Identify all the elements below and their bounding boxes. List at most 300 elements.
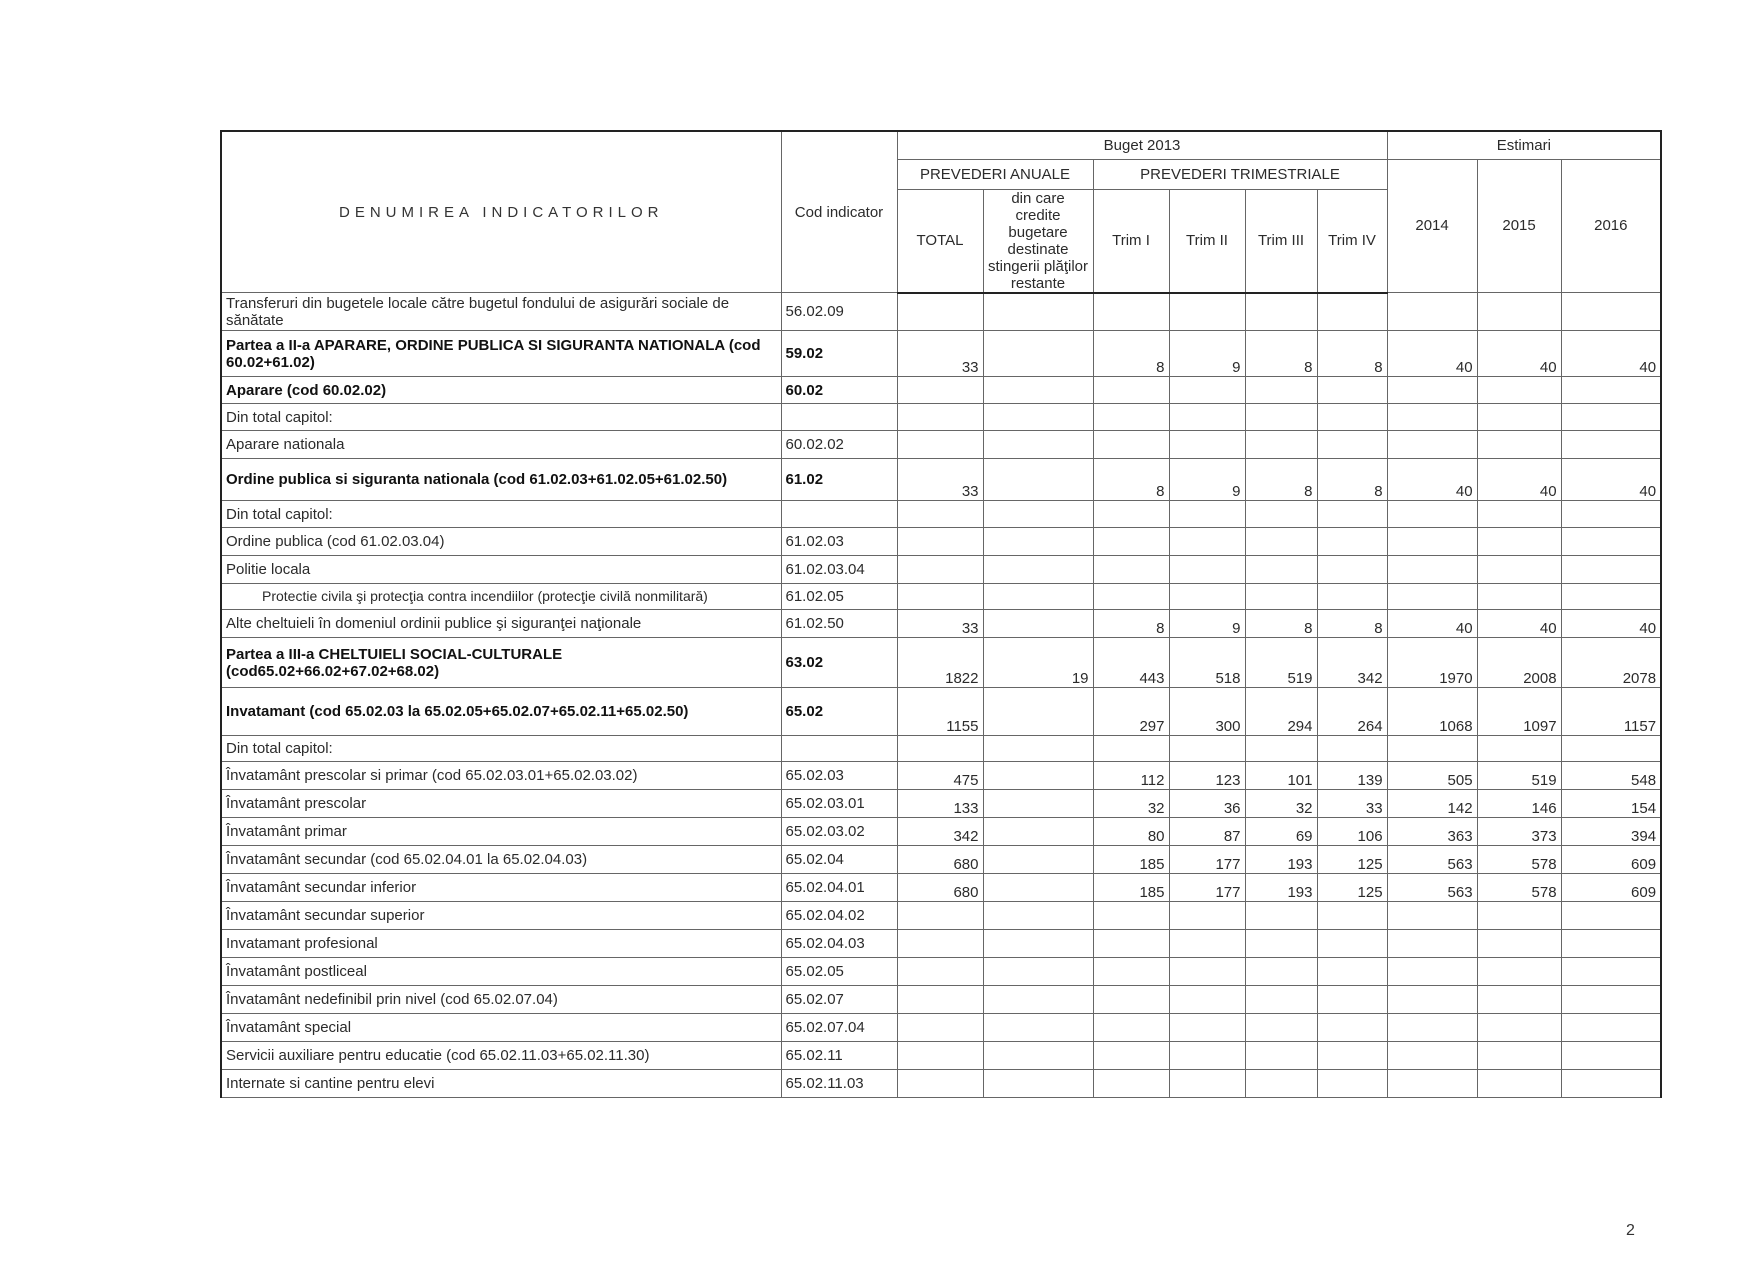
cell-total: 1155: [897, 688, 983, 736]
indicator-code: [781, 501, 897, 528]
cell-2015: [1477, 377, 1561, 404]
cell-2014: 363: [1387, 818, 1477, 846]
table-row: [221, 431, 1661, 459]
cell-trim-2: 123: [1169, 762, 1245, 790]
cell-total: [897, 293, 983, 331]
cell-total: 133: [897, 790, 983, 818]
cell-2015: 578: [1477, 874, 1561, 902]
indicator-code: 61.02: [781, 459, 897, 501]
cell-total: [897, 930, 983, 958]
cell-trim-4: [1317, 1070, 1387, 1098]
cell-total: [897, 986, 983, 1014]
indicator-code: [781, 404, 897, 431]
table-row: [221, 501, 1661, 528]
cell-2016: [1561, 1070, 1661, 1098]
cell-credite: [983, 874, 1093, 902]
cell-trim-3: [1245, 1014, 1317, 1042]
cell-2016: [1561, 556, 1661, 584]
cell-trim-4: [1317, 501, 1387, 528]
cell-trim-2: [1169, 902, 1245, 930]
cell-trim-1: [1093, 1014, 1169, 1042]
indicator-code: 61.02.03.04: [781, 556, 897, 584]
cell-trim-1: [1093, 584, 1169, 610]
cell-credite: [983, 331, 1093, 377]
table-row: [221, 790, 1661, 818]
table-row: [221, 930, 1661, 958]
cell-trim-3: [1245, 404, 1317, 431]
indicator-name: Servicii auxiliare pentru educatie (cod 65.02.11.03+65.02.11.30): [221, 1042, 781, 1070]
cell-trim-1: 185: [1093, 846, 1169, 874]
cell-credite: [983, 293, 1093, 331]
cell-2015: [1477, 1014, 1561, 1042]
cell-2014: [1387, 958, 1477, 986]
table-row: [221, 584, 1661, 610]
cell-total: [897, 431, 983, 459]
table-row: [221, 986, 1661, 1014]
cell-trim-3: 8: [1245, 610, 1317, 638]
cell-trim-1: [1093, 958, 1169, 986]
cell-trim-3: 193: [1245, 874, 1317, 902]
indicator-name: Ordine publica si siguranta nationala (cod 61.02.03+61.02.05+61.02.50): [221, 459, 781, 501]
cell-credite: [983, 528, 1093, 556]
header-year-2016: 2016: [1561, 159, 1661, 293]
cell-trim-4: [1317, 1014, 1387, 1042]
cell-trim-2: [1169, 1070, 1245, 1098]
cell-2014: [1387, 293, 1477, 331]
table-row: [221, 874, 1661, 902]
header-buget-2013: Buget 2013: [897, 131, 1387, 159]
cell-trim-1: [1093, 501, 1169, 528]
cell-2014: [1387, 930, 1477, 958]
cell-2015: [1477, 528, 1561, 556]
cell-total: [897, 377, 983, 404]
cell-trim-2: [1169, 1014, 1245, 1042]
cell-2014: 1068: [1387, 688, 1477, 736]
cell-total: [897, 1014, 983, 1042]
cell-trim-2: 87: [1169, 818, 1245, 846]
header-prevederi-trimestriale: PREVEDERI TRIMESTRIALE: [1093, 159, 1387, 189]
cell-2016: 2078: [1561, 638, 1661, 688]
cell-trim-1: [1093, 528, 1169, 556]
cell-total: 342: [897, 818, 983, 846]
cell-trim-2: [1169, 736, 1245, 762]
cell-2014: 40: [1387, 610, 1477, 638]
indicator-name: Învatamânt postliceal: [221, 958, 781, 986]
cell-trim-4: 264: [1317, 688, 1387, 736]
cell-2016: 40: [1561, 331, 1661, 377]
cell-2014: [1387, 1042, 1477, 1070]
cell-credite: [983, 404, 1093, 431]
cell-2014: [1387, 1014, 1477, 1042]
cell-2014: 142: [1387, 790, 1477, 818]
cell-trim-1: 8: [1093, 331, 1169, 377]
cell-trim-3: [1245, 584, 1317, 610]
cell-2015: 578: [1477, 846, 1561, 874]
cell-2016: 40: [1561, 459, 1661, 501]
cell-trim-4: 125: [1317, 874, 1387, 902]
indicator-name: Din total capitol:: [221, 736, 781, 762]
cell-trim-4: 125: [1317, 846, 1387, 874]
cell-trim-1: [1093, 556, 1169, 584]
indicator-code: 59.02: [781, 331, 897, 377]
cell-trim-4: [1317, 736, 1387, 762]
cell-trim-4: [1317, 584, 1387, 610]
cell-trim-3: [1245, 1042, 1317, 1070]
cell-2015: 40: [1477, 331, 1561, 377]
cell-trim-3: [1245, 902, 1317, 930]
cell-trim-3: [1245, 930, 1317, 958]
budget-table: [220, 130, 1662, 1098]
header-total: TOTAL: [897, 189, 983, 293]
table-row: [221, 638, 1661, 688]
cell-trim-3: [1245, 377, 1317, 404]
cell-2014: 563: [1387, 846, 1477, 874]
cell-2015: [1477, 1042, 1561, 1070]
cell-trim-2: [1169, 958, 1245, 986]
cell-trim-3: 32: [1245, 790, 1317, 818]
indicator-name: Învatamânt nedefinibil prin nivel (cod 65.02.07.04): [221, 986, 781, 1014]
cell-2014: 1970: [1387, 638, 1477, 688]
indicator-code: 65.02: [781, 688, 897, 736]
cell-2016: [1561, 958, 1661, 986]
indicator-name: Învatamânt prescolar: [221, 790, 781, 818]
header-year-2015: 2015: [1477, 159, 1561, 293]
cell-trim-3: [1245, 501, 1317, 528]
cell-credite: [983, 846, 1093, 874]
cell-2014: [1387, 377, 1477, 404]
cell-2015: [1477, 958, 1561, 986]
indicator-code: 63.02: [781, 638, 897, 688]
cell-trim-3: [1245, 958, 1317, 986]
cell-trim-4: [1317, 293, 1387, 331]
cell-credite: [983, 1070, 1093, 1098]
indicator-name: Invatamant profesional: [221, 930, 781, 958]
table-row: [221, 293, 1661, 331]
indicator-name: Politie locala: [221, 556, 781, 584]
cell-total: [897, 501, 983, 528]
cell-trim-4: [1317, 930, 1387, 958]
cell-2014: [1387, 404, 1477, 431]
cell-trim-2: 177: [1169, 846, 1245, 874]
indicator-code: [781, 736, 897, 762]
cell-2015: [1477, 986, 1561, 1014]
cell-trim-4: 8: [1317, 610, 1387, 638]
cell-2014: [1387, 431, 1477, 459]
table-row: [221, 1070, 1661, 1098]
indicator-code: 65.02.07.04: [781, 1014, 897, 1042]
cell-2015: [1477, 930, 1561, 958]
cell-credite: [983, 986, 1093, 1014]
cell-trim-1: [1093, 930, 1169, 958]
cell-trim-2: [1169, 930, 1245, 958]
cell-credite: [983, 818, 1093, 846]
cell-2014: [1387, 584, 1477, 610]
cell-2014: [1387, 501, 1477, 528]
cell-credite: [983, 501, 1093, 528]
cell-trim-4: [1317, 377, 1387, 404]
cell-trim-2: [1169, 986, 1245, 1014]
cell-credite: [983, 902, 1093, 930]
cell-total: 680: [897, 874, 983, 902]
indicator-name: Învatamânt secundar inferior: [221, 874, 781, 902]
cell-2016: 154: [1561, 790, 1661, 818]
cell-trim-2: [1169, 404, 1245, 431]
cell-total: [897, 902, 983, 930]
cell-trim-1: [1093, 431, 1169, 459]
cell-2016: [1561, 501, 1661, 528]
cell-2015: 40: [1477, 459, 1561, 501]
cell-trim-4: 106: [1317, 818, 1387, 846]
cell-credite: [983, 459, 1093, 501]
cell-2016: [1561, 431, 1661, 459]
cell-2016: [1561, 404, 1661, 431]
indicator-code: 65.02.04: [781, 846, 897, 874]
indicator-name: Învatamânt secundar (cod 65.02.04.01 la 65.02.04.03): [221, 846, 781, 874]
cell-total: [897, 528, 983, 556]
cell-2015: 146: [1477, 790, 1561, 818]
cell-trim-1: 443: [1093, 638, 1169, 688]
cell-2016: 40: [1561, 610, 1661, 638]
indicator-name: Învatamânt special: [221, 1014, 781, 1042]
cell-total: 33: [897, 459, 983, 501]
cell-2015: 1097: [1477, 688, 1561, 736]
cell-total: [897, 958, 983, 986]
cell-2014: [1387, 1070, 1477, 1098]
cell-trim-1: [1093, 736, 1169, 762]
cell-2016: 394: [1561, 818, 1661, 846]
table-row: [221, 610, 1661, 638]
table-row: [221, 556, 1661, 584]
cell-2015: 519: [1477, 762, 1561, 790]
cell-2016: [1561, 1014, 1661, 1042]
cell-trim-1: 112: [1093, 762, 1169, 790]
table-row: [221, 958, 1661, 986]
indicator-name: Aparare (cod 60.02.02): [221, 377, 781, 404]
header-trim-2: Trim II: [1169, 189, 1245, 293]
indicator-code: 65.02.03: [781, 762, 897, 790]
cell-credite: [983, 1042, 1093, 1070]
cell-2014: [1387, 736, 1477, 762]
header-credite-restante: din care credite bugetare destinate stingerii plăţilor restante: [983, 189, 1093, 293]
cell-trim-1: [1093, 1070, 1169, 1098]
header-cod-indicator: Cod indicator: [781, 131, 897, 293]
cell-trim-3: 193: [1245, 846, 1317, 874]
cell-trim-1: 32: [1093, 790, 1169, 818]
indicator-name: Învatamânt secundar superior: [221, 902, 781, 930]
indicator-code: 65.02.07: [781, 986, 897, 1014]
cell-trim-2: 300: [1169, 688, 1245, 736]
cell-trim-3: [1245, 431, 1317, 459]
indicator-code: 65.02.04.03: [781, 930, 897, 958]
table-row: [221, 688, 1661, 736]
cell-trim-1: [1093, 377, 1169, 404]
cell-2015: [1477, 431, 1561, 459]
cell-2014: 40: [1387, 331, 1477, 377]
cell-credite: 19: [983, 638, 1093, 688]
indicator-name: Partea a III-a CHELTUIELI SOCIAL-CULTURALE (cod65.02+66.02+67.02+68.02): [221, 638, 781, 688]
cell-2014: 563: [1387, 874, 1477, 902]
cell-trim-4: [1317, 556, 1387, 584]
cell-trim-4: [1317, 958, 1387, 986]
cell-2015: 40: [1477, 610, 1561, 638]
cell-trim-3: [1245, 736, 1317, 762]
cell-total: [897, 736, 983, 762]
cell-2016: [1561, 902, 1661, 930]
cell-trim-4: [1317, 431, 1387, 459]
cell-2014: [1387, 556, 1477, 584]
cell-2014: [1387, 528, 1477, 556]
cell-trim-1: 80: [1093, 818, 1169, 846]
page-number: 2: [1626, 1222, 1635, 1239]
cell-trim-2: [1169, 501, 1245, 528]
indicator-code: 56.02.09: [781, 293, 897, 331]
cell-trim-2: [1169, 528, 1245, 556]
cell-total: [897, 584, 983, 610]
cell-2015: 373: [1477, 818, 1561, 846]
cell-trim-1: 8: [1093, 610, 1169, 638]
indicator-code: 65.02.11.03: [781, 1070, 897, 1098]
cell-trim-3: 8: [1245, 331, 1317, 377]
table-row: [221, 762, 1661, 790]
cell-trim-1: [1093, 404, 1169, 431]
cell-trim-1: 8: [1093, 459, 1169, 501]
cell-trim-1: [1093, 986, 1169, 1014]
table-row: [221, 818, 1661, 846]
cell-2016: [1561, 377, 1661, 404]
indicator-name: Din total capitol:: [221, 501, 781, 528]
cell-total: [897, 404, 983, 431]
cell-trim-3: 294: [1245, 688, 1317, 736]
cell-credite: [983, 790, 1093, 818]
indicator-code: 61.02.03: [781, 528, 897, 556]
cell-trim-1: [1093, 293, 1169, 331]
indicator-name: Învatamânt primar: [221, 818, 781, 846]
cell-2015: [1477, 902, 1561, 930]
table-row: [221, 528, 1661, 556]
cell-2016: 609: [1561, 846, 1661, 874]
cell-credite: [983, 958, 1093, 986]
cell-trim-2: 518: [1169, 638, 1245, 688]
indicator-code: 65.02.03.02: [781, 818, 897, 846]
cell-trim-3: 101: [1245, 762, 1317, 790]
cell-total: 33: [897, 331, 983, 377]
header-trim-1: Trim I: [1093, 189, 1169, 293]
indicator-name: Alte cheltuieli în domeniul ordinii publice şi siguranţei naţionale: [221, 610, 781, 638]
indicator-code: 65.02.04.01: [781, 874, 897, 902]
cell-2016: [1561, 736, 1661, 762]
indicator-code: 65.02.04.02: [781, 902, 897, 930]
header-denumire: DENUMIREA INDICATORILOR: [221, 131, 781, 293]
table-row: [221, 377, 1661, 404]
cell-trim-2: 177: [1169, 874, 1245, 902]
indicator-name: Internate si cantine pentru elevi: [221, 1070, 781, 1098]
cell-trim-2: 36: [1169, 790, 1245, 818]
cell-total: [897, 1070, 983, 1098]
cell-2016: 609: [1561, 874, 1661, 902]
header-estimari: Estimari: [1387, 131, 1661, 159]
cell-credite: [983, 377, 1093, 404]
cell-credite: [983, 688, 1093, 736]
header-trim-3: Trim III: [1245, 189, 1317, 293]
cell-trim-1: [1093, 902, 1169, 930]
cell-trim-3: [1245, 1070, 1317, 1098]
cell-trim-2: [1169, 584, 1245, 610]
cell-credite: [983, 762, 1093, 790]
indicator-code: 65.02.05: [781, 958, 897, 986]
cell-trim-1: 297: [1093, 688, 1169, 736]
indicator-code: 65.02.11: [781, 1042, 897, 1070]
indicator-code: 60.02: [781, 377, 897, 404]
cell-trim-4: 139: [1317, 762, 1387, 790]
cell-trim-4: [1317, 986, 1387, 1014]
cell-total: 33: [897, 610, 983, 638]
cell-trim-4: [1317, 404, 1387, 431]
indicator-name: Ordine publica (cod 61.02.03.04): [221, 528, 781, 556]
cell-trim-2: [1169, 431, 1245, 459]
cell-2016: 548: [1561, 762, 1661, 790]
cell-total: [897, 1042, 983, 1070]
indicator-name: Transferuri din bugetele locale către bugetul fondului de asigurări sociale de sănătate: [221, 293, 781, 331]
cell-trim-2: [1169, 293, 1245, 331]
cell-2014: 40: [1387, 459, 1477, 501]
cell-2015: [1477, 293, 1561, 331]
cell-2014: 505: [1387, 762, 1477, 790]
cell-credite: [983, 1014, 1093, 1042]
indicator-code: 60.02.02: [781, 431, 897, 459]
cell-2016: [1561, 1042, 1661, 1070]
cell-trim-3: 69: [1245, 818, 1317, 846]
cell-trim-2: 9: [1169, 610, 1245, 638]
cell-trim-2: [1169, 1042, 1245, 1070]
indicator-name: Învatamânt prescolar si primar (cod 65.02.03.01+65.02.03.02): [221, 762, 781, 790]
header-trim-4: Trim IV: [1317, 189, 1387, 293]
cell-credite: [983, 736, 1093, 762]
cell-trim-4: [1317, 902, 1387, 930]
cell-trim-4: 8: [1317, 459, 1387, 501]
indicator-name: Protectie civila şi protecţia contra incendiilor (protecţie civilă nonmilitară): [221, 584, 781, 610]
indicator-name: Partea a II-a APARARE, ORDINE PUBLICA SI SIGURANTA NATIONALA (cod 60.02+61.02): [221, 331, 781, 377]
cell-trim-2: 9: [1169, 459, 1245, 501]
cell-trim-4: 8: [1317, 331, 1387, 377]
cell-credite: [983, 556, 1093, 584]
cell-total: 1822: [897, 638, 983, 688]
table-row: [221, 902, 1661, 930]
table-row: [221, 459, 1661, 501]
cell-trim-1: [1093, 1042, 1169, 1070]
cell-2016: [1561, 986, 1661, 1014]
cell-credite: [983, 610, 1093, 638]
indicator-code: 61.02.05: [781, 584, 897, 610]
cell-trim-4: 33: [1317, 790, 1387, 818]
cell-trim-3: 519: [1245, 638, 1317, 688]
cell-trim-2: 9: [1169, 331, 1245, 377]
cell-2015: [1477, 501, 1561, 528]
cell-credite: [983, 431, 1093, 459]
table-row: [221, 331, 1661, 377]
cell-2015: [1477, 404, 1561, 431]
cell-2016: [1561, 584, 1661, 610]
header-year-2014: 2014: [1387, 159, 1477, 293]
cell-trim-2: [1169, 377, 1245, 404]
cell-total: [897, 556, 983, 584]
cell-2015: [1477, 1070, 1561, 1098]
cell-trim-3: [1245, 293, 1317, 331]
indicator-code: 61.02.50: [781, 610, 897, 638]
cell-2015: [1477, 736, 1561, 762]
cell-trim-3: [1245, 986, 1317, 1014]
cell-2016: [1561, 293, 1661, 331]
indicator-name: Aparare nationala: [221, 431, 781, 459]
